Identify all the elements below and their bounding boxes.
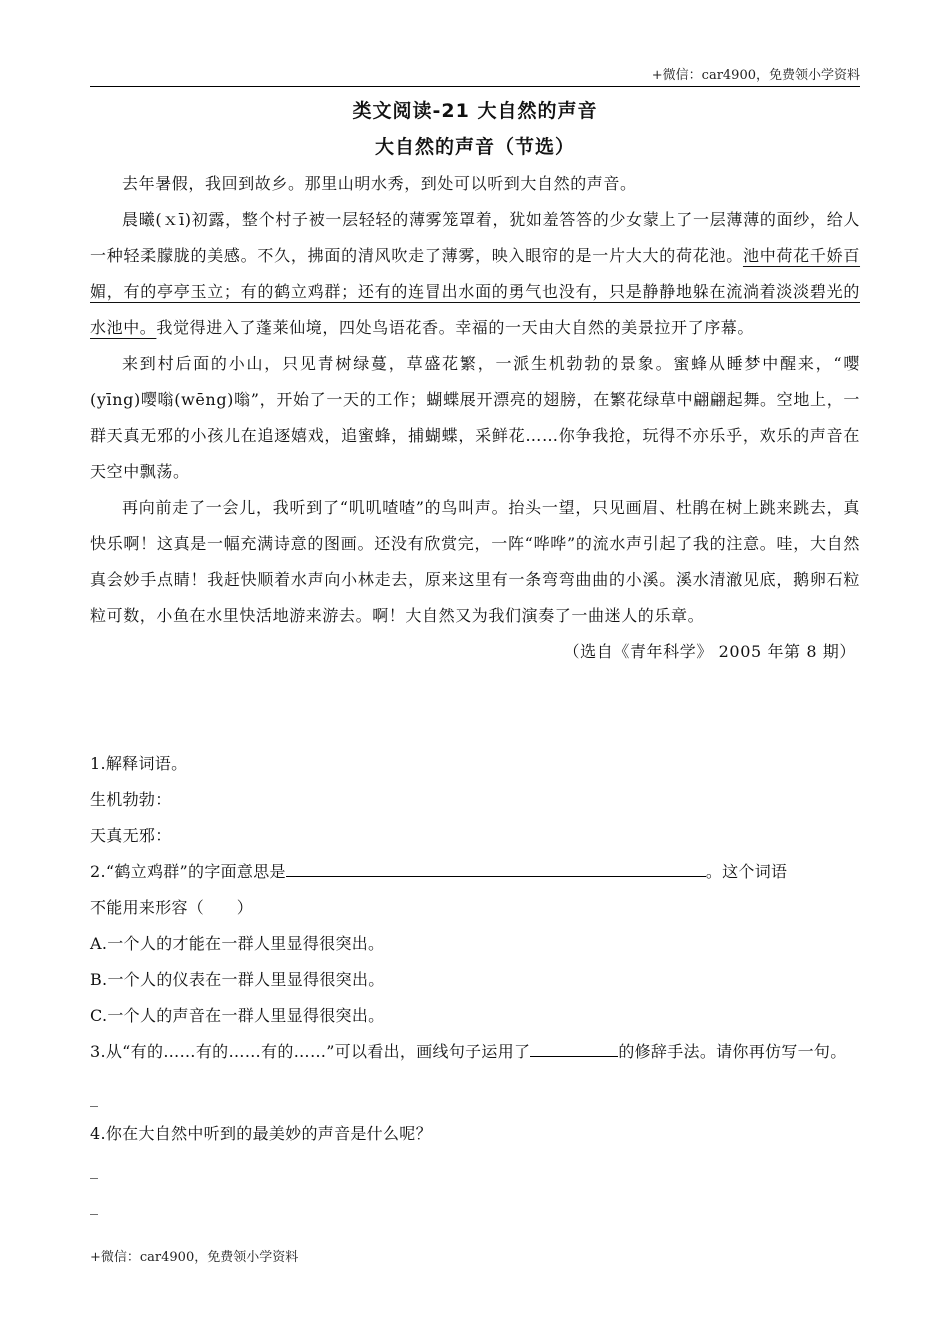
paragraph-2-before: 晨曦(ｘī)初露，整个村子被一层轻轻的薄雾笼罩着，犹如羞答答的少女蒙上了一层薄薄的面纱，给人一种轻柔朦胧的美感。不久，拂面的清风吹走了薄雾，映入眼帘的是一片大大的荷花池。 [90,210,860,265]
option-a: A.一个人的才能在一群人里显得很突出。 [90,934,385,953]
question-3-suffix: 的修辞手法。请你再仿写一句。 [618,1042,847,1061]
option-b: B.一个人的仪表在一群人里显得很突出。 [90,970,385,989]
paragraph-2 [90,202,860,346]
question-1-item-b: 天真无邪： [90,826,172,845]
question-2 [90,854,860,890]
article-body [90,166,860,670]
paragraph-3: 来到村后面的小山，只见青树绿蔓，草盛花繁，一派生机勃勃的景象。蜜蜂从睡梦中醒来，“嘤(yīng)嘤嗡(wēng)嗡”，开始了一天的工作；蝴蝶展开漂亮的翅膀，在繁花绿草中翩翩起舞。空地上，一群天真无邪的小孩儿在追逐嬉戏，追蜜蜂，捕蝴蝶，采鲜花……你争我抢，玩得不亦乐乎，欢乐的声音在天空中飘荡。 [90,354,860,481]
question-1-title: 1.解释词语。 [90,754,188,773]
source-citation: （选自《青年科学》 2005 年第 8 期） [563,642,856,661]
paragraph-2-after: 我觉得进入了蓬莱仙境，四处鸟语花香。幸福的一天由大自然的美景拉开了序幕。 [156,318,755,337]
question-2-line-2: 不能用来形容（ ） [90,898,254,917]
question-3-prefix: 3.从“有的……有的……有的……”可以看出，画线句子运用了 [90,1042,531,1061]
article-title: 大自然的声音（节选） [374,136,575,158]
question-1-item-a: 生机勃勃： [90,790,172,809]
paragraph-1: 去年暑假，我回到故乡。那里山明水秀，到处可以听到大自然的声音。 [122,174,637,193]
answer-line[interactable]: _ [90,1160,99,1179]
footer-note: +微信：car4900，免费领小学资料 [90,1250,299,1265]
option-c: C.一个人的声音在一群人里显得很突出。 [90,1006,385,1025]
question-3 [90,1038,860,1074]
answer-blank[interactable] [530,1038,618,1057]
answer-line[interactable]: _ [90,1088,99,1107]
document-title: 类文阅读-21 大自然的声音 [352,100,598,122]
header-note: +微信：car4900，免费领小学资料 [651,68,860,83]
paragraph-4: 再向前走了一会儿，我听到了“叽叽喳喳”的鸟叫声。抬头一望，只见画眉、杜鹃在树上跳来跳去，真快乐啊！这真是一幅充满诗意的图画。还没有欣赏完，一阵“哗哗”的流水声引起了我的注意。哇，大自然真会妙手点睛！我赶快顺着水声向小林走去，原来这里有一条弯弯曲曲的小溪。溪水清澈见底，鹅卵石粒粒可数，小鱼在水里快活地游来游去。啊！大自然又为我们演奏了一曲迷人的乐章。 [90,498,860,625]
underlined-sentence: 池中荷花千娇百媚，有的亭亭玉立；有的鹤立鸡群；还有的连冒出水面的勇气也没有，只是静静地躲在流淌着淡淡碧光的水池中。 [90,246,861,337]
question-4: 4.你在大自然中听到的最美妙的声音是什么呢？ [90,1124,432,1143]
question-2-suffix: 。这个词语 [705,862,788,881]
answer-line[interactable]: _ [90,1196,99,1215]
question-2-prefix: 2.“鹤立鸡群”的字面意思是 [90,862,286,881]
answer-blank[interactable] [286,858,706,877]
header-rule [90,86,860,87]
questions-section [90,746,860,1224]
